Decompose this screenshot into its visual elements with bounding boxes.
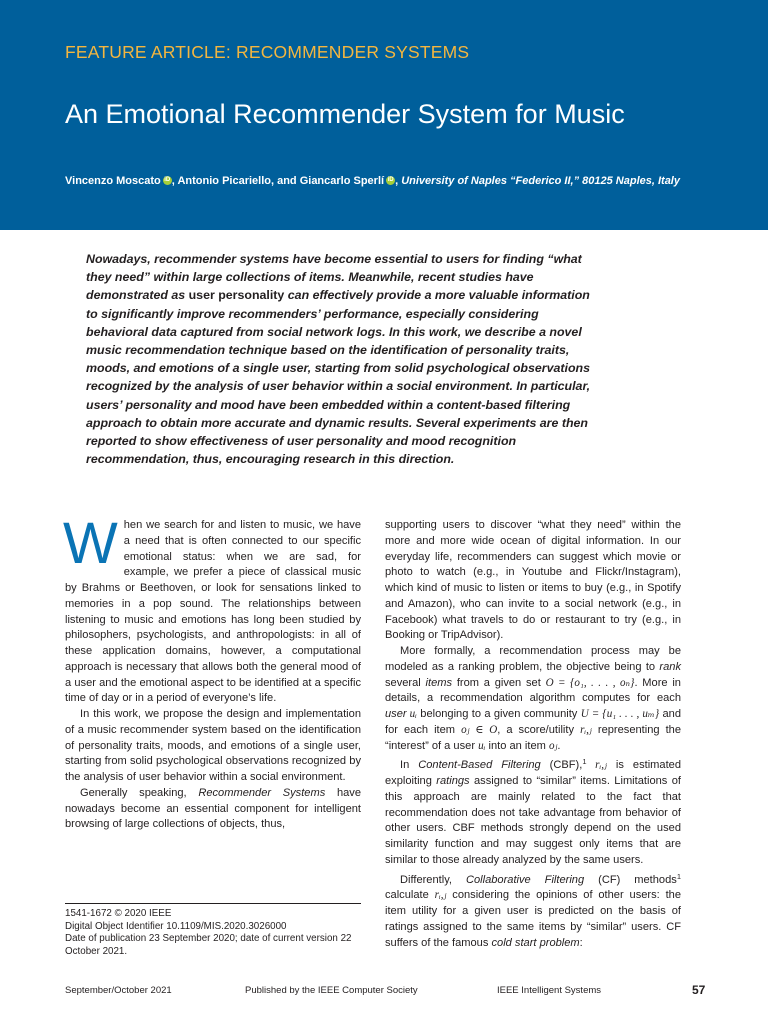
footer-date: September/October 2021: [65, 985, 172, 996]
footer-publisher: Published by the IEEE Computer Society: [245, 985, 418, 996]
orcid-icon[interactable]: iD: [387, 177, 394, 183]
math-rij: rᵢ,ⱼ: [580, 723, 592, 736]
text-run: assigned to “similar” items. Limitations of this approach are mainly related to the fact that recommendation does not take advantage from behavior of other users. CBF methods strongly depend on the used similarity function and may suggest only items that are similar to those already analyzed by the same users.: [385, 775, 681, 866]
article-title: An Emotional Recommender System for Music: [65, 99, 625, 129]
text-run: Differently,: [400, 873, 466, 886]
emphasis: cold start problem: [491, 936, 580, 949]
footnote-rule: [65, 903, 361, 904]
math-rij: rᵢ,ⱼ: [434, 889, 447, 902]
emphasis: Content-Based Filtering: [418, 759, 541, 772]
text-run: and for each item: [385, 708, 682, 736]
text-run: . More in details, a recommendation algorithm computes for each: [385, 676, 681, 705]
copyright-line: 1541-1672 © 2020 IEEE: [65, 908, 172, 919]
header-banner: [0, 0, 768, 230]
text-run: considering the opinions of other users: the item utility for a given user is predicted on the basis of ratings assigned to the same items by “similar” users. CF suffers of the famous: [385, 889, 681, 949]
text-run: belonging to a given community: [416, 708, 581, 720]
paragraph: [65, 786, 361, 833]
math-set-u: U = {u₁ . . . , uₘ}: [580, 708, 660, 720]
text-run: Generally speaking,: [80, 786, 199, 799]
paragraph: [385, 644, 681, 754]
text-run: into an item: [485, 739, 549, 752]
citation-ref[interactable]: 1: [676, 871, 681, 881]
orcid-icon[interactable]: iD: [164, 177, 171, 183]
math-oj: oⱼ: [548, 739, 558, 752]
text-run: .: [557, 739, 561, 752]
emphasis: user: [385, 708, 407, 720]
text-run: , a score/utility: [497, 723, 581, 736]
author-line: [65, 173, 715, 189]
paragraph: [63, 511, 361, 707]
math-rij: rᵢ,ⱼ: [586, 759, 607, 772]
abstract-text: Nowadays, recommender systems have become essential to users for finding “what they need” within large collections of items. Meanwhile, recent studies have demonstrated as: [86, 252, 582, 303]
text-run: (CBF),: [540, 759, 583, 772]
math-ui: uᵢ: [478, 739, 486, 752]
emphasis: items: [425, 676, 453, 689]
emphasis: ratings: [436, 775, 470, 787]
publication-date-line: Date of publication 23 September 2020; date of current version 22 October 2021.: [65, 933, 352, 957]
page-number: 57: [692, 983, 706, 997]
affiliation-separator: ,: [395, 175, 402, 187]
math-oj: oⱼ ∈ O: [461, 723, 498, 736]
emphasis: rank: [659, 660, 681, 673]
author-name: Vincenzo Moscato: [65, 175, 161, 187]
paragraph: supporting users to discover “what they need” within the more and more wide ocean of digital information. In our everyday life, recommenders can suggest which movie or photo to watch (e.g., in Youtube and Flickr/Instagram), which kind of music to listen or items to buy (e.g., in Spotify and Amazon), who can invite to a social network (e.g., in Facebook) what travels to do or restaurant to try (e.g., in Booking or TripAdvisor).: [385, 519, 681, 642]
emphasis: Collaborative Filtering: [465, 873, 585, 886]
left-column: [63, 511, 362, 833]
abstract: [86, 250, 602, 468]
abstract-text: can effectively provide a more valuable information to significantly improve recommenders’ performance, especially considering behavioral data captured from social network logs. In this work, we describe a novel music recommendation technique based on the identification of personality traits, moods, and emotions of a single user, starting from solid psychological observations recognized by the analysis of user behavior within a social environment. In particular, users’ personality and mood have been embedded within a content-based filtering approach to obtain more accurate and dynamic results. Several experiments are then reported to show effectiveness of user personality and mood recognition recommendation, thus, encouraging research in this direction.: [86, 288, 591, 467]
paragraph: [385, 869, 681, 952]
text-run: from a given set: [452, 676, 546, 689]
math-set-o: O = {o₁, . . . , oₙ}: [545, 676, 635, 689]
text-run: :: [579, 936, 583, 949]
text-run: More formally, a recommendation process may be modeled as a ranking problem, the objective being to: [385, 645, 681, 673]
math-ui: uᵢ: [406, 708, 417, 720]
text-run: several: [385, 676, 426, 689]
citation-ref[interactable]: 1: [582, 757, 587, 767]
text-run: (CF) methods: [584, 873, 677, 886]
text-run: have nowadays become an essential component for intelligent browsing of large collections of objects, thus,: [65, 786, 362, 831]
text-run: In: [400, 759, 419, 772]
paragraph: [385, 754, 681, 868]
paragraph: In this work, we propose the design and implementation of a music recommender system based on the identification of personality traits, moods, and emotions of a single user, starting from solid psychological observations recognized by the analysis of user behavior within a social environment.: [65, 708, 361, 783]
footnote: [65, 908, 361, 958]
text-run: representing the “interest” of a user: [385, 723, 682, 752]
drop-cap: W: [63, 511, 118, 576]
paragraph-text: hen we search for and listen to music, we have a need that is often connected to our specific emotional status: when we are sad, for example, we prefer a piece of classical music by Brahms or Beethoven, or look for sensations linked to memories in a pop sound. The relationships between listening to music and emotions has long been studied by philosophers, psychologists, and anthropologists: in all of these application domains, however, a computational approach is necessary that allows both the general mood of a user and the emotional aspect to be identified at a specific time of day or in a period of everyone’s life.: [65, 519, 361, 705]
emphasis: Recommender Systems: [198, 786, 326, 799]
affiliation: University of Naples “Federico II,” 80125 Naples, Italy: [401, 175, 680, 187]
right-column: [385, 518, 681, 951]
doi-line: Digital Object Identifier 10.1109/MIS.2020.3026000: [65, 920, 287, 932]
abstract-upright: user personality: [188, 288, 285, 303]
footer-journal: IEEE Intelligent Systems: [497, 985, 602, 996]
author-names: , Antonio Picariello, and Giancarlo Sperlí: [171, 175, 385, 187]
text-run: calculate: [385, 889, 435, 902]
section-kicker: FEATURE ARTICLE: RECOMMENDER SYSTEMS: [65, 42, 470, 62]
text-run: is estimated exploiting: [385, 759, 681, 787]
